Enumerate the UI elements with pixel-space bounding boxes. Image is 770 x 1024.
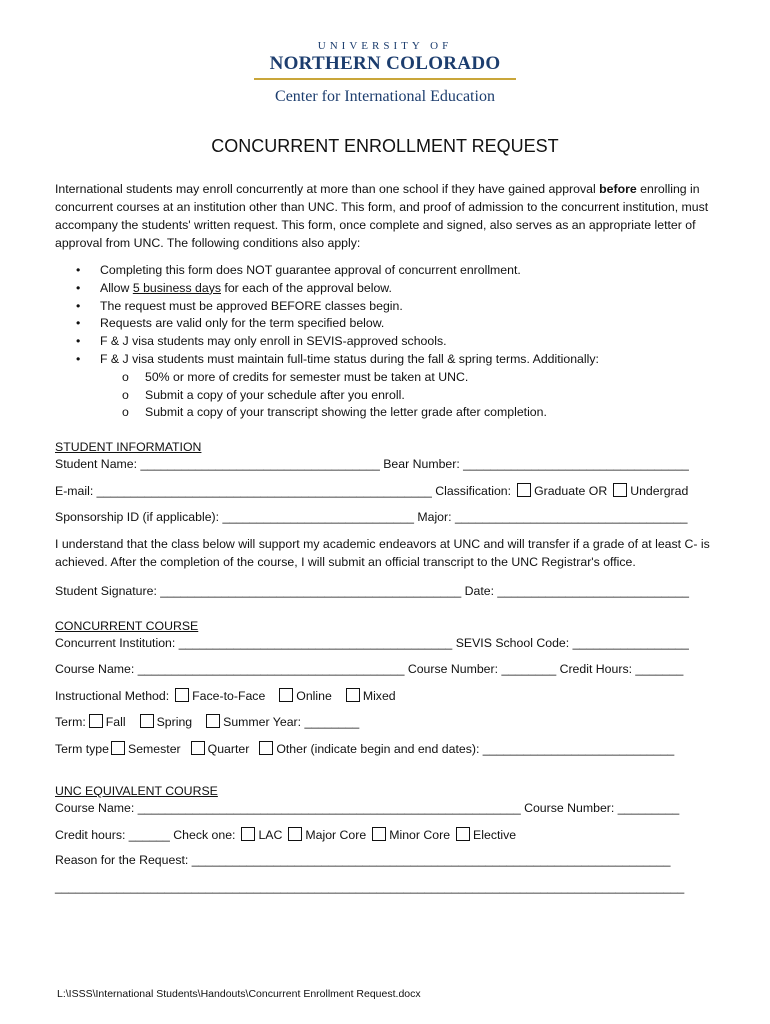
- reason-continuation-line[interactable]: ____________________________________________________________________________________________: [55, 880, 685, 894]
- email-field[interactable]: E-mail: _________________________________________________ Classification:: [55, 484, 512, 498]
- intro-text-2: enrolling in concurrent courses at an institution other than UNC. This form, and proof of admission to the concurrent institution, must accompany the students' written request. This form, once complete and signed, also serves as an appropriate letter of approval from UNC. The following conditions also apply:: [55, 182, 709, 250]
- term-label: Term:: [55, 715, 86, 729]
- bullet-icon: •: [76, 316, 81, 331]
- sub-condition-text: Submit a copy of your schedule after you enroll.: [145, 387, 405, 402]
- sub-conditions-list: [55, 369, 705, 422]
- face-to-face-label: Face-to-Face: [192, 689, 266, 703]
- condition-text: Completing this form does NOT guarantee approval of concurrent enrollment.: [100, 263, 521, 277]
- course-name-number-credit-field[interactable]: Course Name: _______________________________________ Course Number: ________ Credit Hours: _______: [55, 662, 684, 676]
- bullet-icon: •: [76, 298, 81, 313]
- quarter-checkbox[interactable]: [191, 741, 205, 755]
- condition-item: [55, 298, 705, 316]
- online-label: Online: [296, 689, 332, 703]
- fall-checkbox[interactable]: [89, 714, 103, 728]
- summer-checkbox[interactable]: [206, 714, 220, 728]
- condition-item: [55, 280, 705, 298]
- quarter-label: Quarter: [207, 742, 250, 756]
- condition-item: [55, 333, 705, 351]
- bullet-icon: •: [76, 351, 81, 366]
- page-title: CONCURRENT ENROLLMENT REQUEST: [211, 136, 559, 156]
- condition-item: [55, 315, 705, 333]
- signature-date-field[interactable]: Student Signature: ____________________________________________ Date: ____________________________: [55, 584, 689, 598]
- term-type-label: Term type: [55, 742, 109, 756]
- logo-center: Center for International Education: [275, 88, 495, 105]
- major-core-checkbox[interactable]: [288, 827, 302, 841]
- reason-field[interactable]: Reason for the Request: ______________________________________________________________________: [55, 853, 671, 867]
- minor-core-label: Minor Core: [389, 828, 451, 842]
- graduate-checkbox[interactable]: [517, 483, 531, 497]
- online-checkbox[interactable]: [279, 688, 293, 702]
- semester-label: Semester: [128, 742, 181, 756]
- fall-label: Fall: [105, 715, 126, 729]
- bullet-icon: •: [76, 280, 81, 295]
- condition-item: [55, 351, 705, 369]
- sub-condition-text: 50% or more of credits for semester must be taken at UNC.: [145, 369, 469, 384]
- minor-core-checkbox[interactable]: [372, 827, 386, 841]
- sub-condition-item: [55, 404, 705, 422]
- intro-bold: before: [599, 182, 637, 196]
- condition-underline: 5 business days: [132, 280, 221, 295]
- intro-paragraph: [55, 180, 720, 252]
- other-dates-field[interactable]: Other (indicate begin and end dates): ____________________________: [276, 742, 675, 756]
- unc-course-name-number-field[interactable]: Course Name: ________________________________________________________ Course Number: _________: [55, 801, 680, 815]
- file-path-footer: L:\ISSS\International Students\Handouts\Concurrent Enrollment Request.docx: [57, 988, 421, 1000]
- term-type-row: [55, 741, 674, 756]
- student-statement: I understand that the class below will support my academic endeavors at UNC and will transfer if a grade of at least C- is achieved. After the completion of the course, I will submit an official transcript to the UNC Registrar's office.: [55, 537, 710, 569]
- mixed-label: Mixed: [362, 689, 396, 703]
- credit-hours-field[interactable]: Credit hours: ______ Check one:: [55, 828, 236, 842]
- summer-year-field[interactable]: Summer Year: ________: [223, 715, 360, 729]
- sub-condition-item: [55, 387, 705, 405]
- lac-label: LAC: [258, 828, 283, 842]
- sub-bullet-icon: o: [122, 405, 129, 420]
- unc-logo: [250, 40, 520, 106]
- conditions-list: [55, 262, 705, 422]
- sub-conditions: [55, 369, 705, 422]
- lac-checkbox[interactable]: [241, 827, 255, 841]
- email-classification-row: [55, 483, 688, 498]
- logo-name: NORTHERN COLORADO: [269, 53, 501, 74]
- student-info-heading: STUDENT INFORMATION: [55, 440, 202, 454]
- graduate-label: Graduate OR: [534, 484, 608, 498]
- other-checkbox[interactable]: [259, 741, 273, 755]
- undergrad-label: Undergrad: [630, 484, 689, 498]
- logo-rule: [254, 78, 516, 80]
- sub-condition-item: [55, 369, 705, 387]
- condition-text: Allow: [100, 280, 133, 295]
- unc-equivalent-heading: UNC EQUIVALENT COURSE: [55, 784, 218, 798]
- face-to-face-checkbox[interactable]: [175, 688, 189, 702]
- spring-checkbox[interactable]: [140, 714, 154, 728]
- condition-text: F & J visa students must maintain full-time status during the fall & spring terms. Additionally:: [100, 351, 599, 366]
- condition-text: for each of the approval below.: [221, 280, 392, 295]
- elective-label: Elective: [473, 828, 517, 842]
- logo-university: UNIVERSITY OF: [317, 40, 453, 52]
- spring-label: Spring: [156, 715, 193, 729]
- semester-checkbox[interactable]: [111, 741, 125, 755]
- method-label: Instructional Method:: [55, 689, 170, 703]
- sponsorship-major-field[interactable]: Sponsorship ID (if applicable): ____________________________ Major: __________________________________: [55, 510, 688, 524]
- instructional-method-row: [55, 688, 396, 703]
- condition-item: [55, 262, 705, 280]
- bullet-icon: •: [76, 334, 81, 349]
- student-name-bear-number-field[interactable]: Student Name: ___________________________________ Bear Number: _________________________________: [55, 457, 689, 471]
- institution-sevis-field[interactable]: Concurrent Institution: ________________________________________ SEVIS School Code: _________________: [55, 636, 689, 650]
- condition-text: F & J visa students may only enroll in SEVIS-approved schools.: [100, 334, 447, 349]
- major-core-label: Major Core: [305, 828, 367, 842]
- condition-text: The request must be approved BEFORE classes begin.: [100, 298, 403, 313]
- undergrad-checkbox[interactable]: [613, 483, 627, 497]
- bullet-icon: •: [76, 263, 81, 277]
- condition-text: Requests are valid only for the term specified below.: [100, 316, 385, 331]
- intro-text-1: International students may enroll concurrently at more than one school if they have gained approval: [55, 182, 600, 196]
- concurrent-course-heading: CONCURRENT COURSE: [55, 619, 199, 633]
- mixed-checkbox[interactable]: [346, 688, 360, 702]
- term-row: [55, 714, 359, 729]
- credit-hours-check-row: [55, 827, 516, 842]
- sub-bullet-icon: o: [122, 387, 129, 402]
- sub-bullet-icon: o: [122, 369, 129, 384]
- elective-checkbox[interactable]: [456, 827, 470, 841]
- sub-condition-text: Submit a copy of your transcript showing the letter grade after completion.: [145, 405, 547, 420]
